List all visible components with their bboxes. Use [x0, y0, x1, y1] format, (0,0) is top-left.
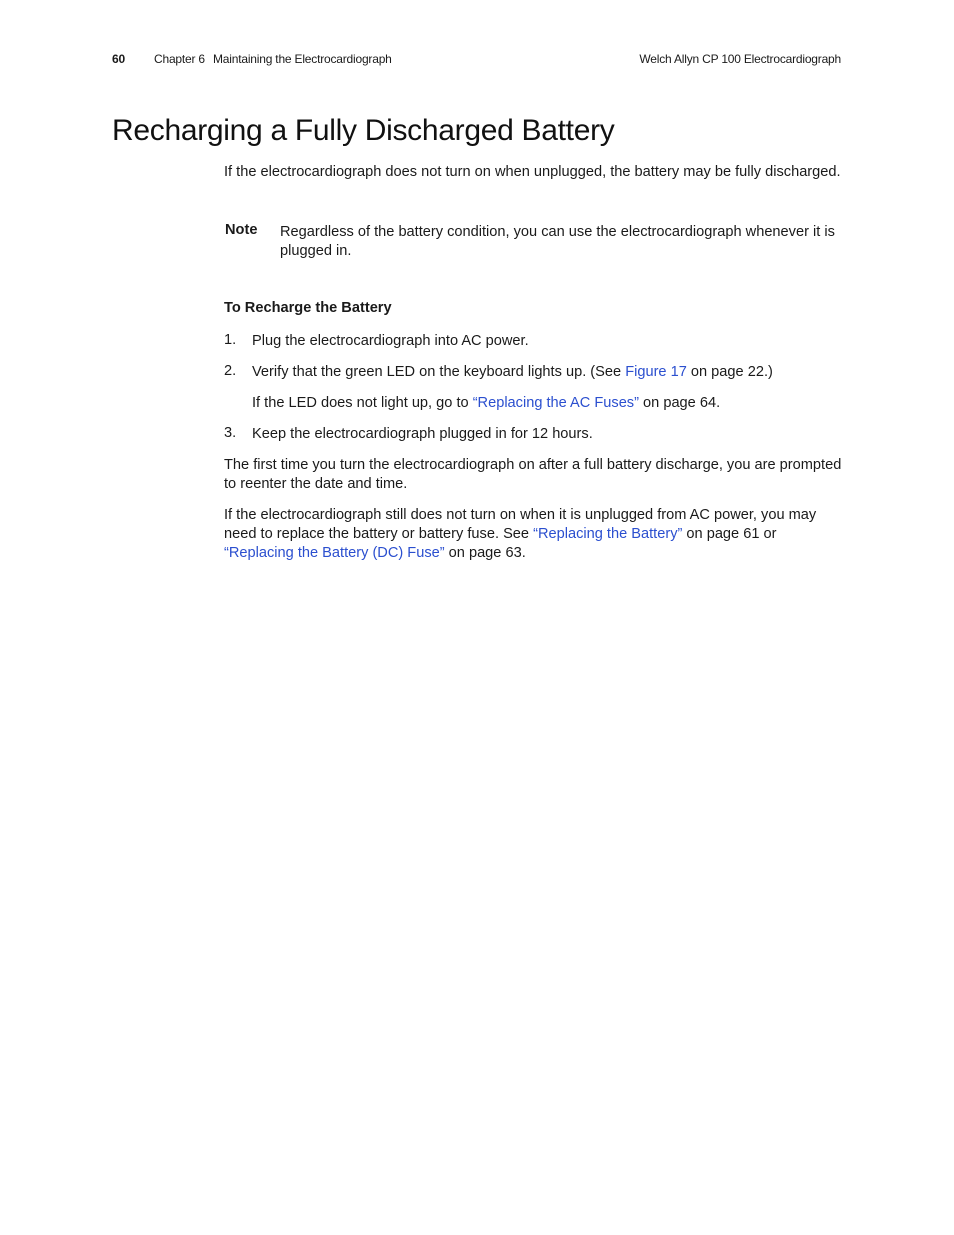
- step-number: 1.: [224, 332, 237, 348]
- intro-paragraph: If the electrocardiograph does not turn on when unplugged, the battery may be fully discharged.: [224, 164, 841, 180]
- note-text: Regardless of the battery condition, you can use the electrocardiograph whenever it is plugged in.: [280, 224, 835, 259]
- step-subtext: [252, 394, 842, 413]
- replacing-battery-dc-fuse-link[interactable]: “Replacing the Battery (DC) Fuse”: [224, 545, 445, 561]
- step-text: Keep the electrocardiograph plugged in for 12 hours.: [252, 426, 593, 442]
- paragraph-text-part: If the electrocardiograph still does not turn on when it is unplugged from AC power, you may need to replace the battery or battery fuse. See: [224, 507, 817, 542]
- page-number: 60: [112, 52, 125, 66]
- section-title: Recharging a Fully Discharged Battery: [112, 114, 615, 147]
- step-text-part: on page 22.): [686, 364, 773, 380]
- step-text-part: If the LED does not light up, go to: [252, 395, 473, 411]
- replacing-ac-fuses-link[interactable]: “Replacing the AC Fuses”: [472, 395, 639, 411]
- page-header: [0, 52, 954, 70]
- step-text-part: Verify that the green LED on the keyboard lights up. (See: [252, 364, 626, 380]
- step-text-part: on page 64.: [638, 395, 721, 411]
- document-title: Welch Allyn CP 100 Electrocardiograph: [639, 52, 841, 66]
- replacing-battery-link[interactable]: “Replacing the Battery”: [533, 526, 683, 542]
- chapter-label: Chapter 6: [154, 52, 205, 66]
- step-text: Plug the electrocardiograph into AC power.: [252, 333, 529, 349]
- step-text: [252, 363, 842, 382]
- procedure-heading: To Recharge the Battery: [224, 300, 392, 316]
- step-number: 2.: [224, 363, 237, 379]
- first-time-paragraph: The first time you turn the electrocardiograph on after a full battery discharge, you are prompted to reenter the date and time.: [224, 457, 842, 492]
- paragraph-text-part: on page 63.: [444, 545, 526, 561]
- still-off-paragraph: [224, 506, 844, 563]
- note-label: Note: [225, 222, 258, 238]
- paragraph-text-part: on page 61 or: [682, 526, 777, 542]
- chapter-title: Maintaining the Electrocardiograph: [213, 52, 392, 66]
- figure-17-link[interactable]: Figure 17: [625, 364, 687, 380]
- step-number: 3.: [224, 425, 237, 441]
